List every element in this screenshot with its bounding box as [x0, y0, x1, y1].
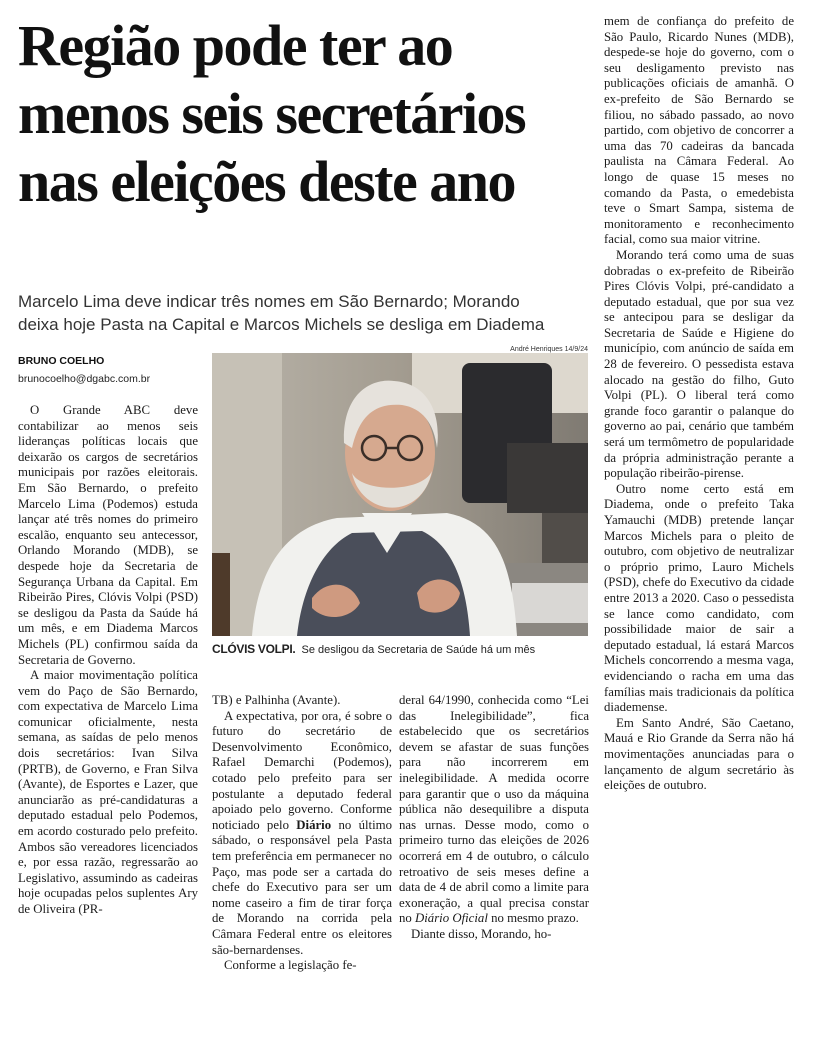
headline-line-2: menos seis secretários [18, 81, 526, 146]
caption-text: Se desligou da Secretaria de Saúde há um mês [301, 644, 536, 656]
paragraph-text: A expectativa, por ora, é sobre o futuro do secretário de Desenvolvimento Econômico, Rafael Demarchi (Podemos), cotado pelo prefeito para ser postulante a deputado federal apoiado pelo governo. Conforme noticiado pelo [212, 708, 392, 832]
paragraph: Conforme a legislação fe- [224, 958, 357, 973]
paragraph: Morando terá como uma de suas dobradas o ex-prefeito de Ribeirão Pires Clóvis Volpi, pré-candidato a deputado estadual, que por sua vez se antecipou para se desligar da Secretaria de Saúde e Higiene do município, com anúncio de saída em 28 de fevereiro. O pessedista estava alocado na gestão do filho, Guto Volpi (PL). O liberal terá como grande foco garantir o palanque do governo ao pai, cenário que também será um termômetro de popularidade da própria administração perante a população ribeirão-pirense. [604, 247, 794, 481]
paragraph: A maior movimentação política vem do Paço de São Bernardo, com expectativa de Marcelo Lima comunicar oficialmente, nesta semana, as saídas de pelo menos dois secretários: Ivan Silva (PRTB), de Governo, e Fran Silva (Avante), de Esportes e Lazer, que anunciarão as pré-candidaturas a deputado estadual pelo Podemos, em acordo costurado pelo prefeito. Ambos são vereadores licenciados e, por essa razão, regressarão ao Legislativo, assumindo as cadeiras hoje ocupadas pelos suplentes Ary de Oliveira (PR- [18, 668, 198, 916]
paragraph-text: deral 64/1990, conhecida como “Lei das Inelegibilidade”, fica estabelecido que os secretários devem se afastar de suas funções para não incorrerem em inelegibilidade. A medida ocorre para garantir que o uso da máquina pública não desequilibre a disputa nas urnas. Desse modo, como o primeiro turno das eleições de 2026 ocorrerá em 4 de outubro, o cálculo retroativo de seis meses define a data de 4 de abril como a limite para exoneração, a qual precisa constar no [399, 693, 589, 926]
caption-name: CLÓVIS VOLPI. [212, 642, 296, 656]
paragraph: Outro nome certo está em Diadema, onde o prefeito Taka Yamauchi (MDB) pretende lançar Marcos Michels para o pleito de outubro, com objetivo de neutralizar o próprio primo, Lauro Michels (PSD), chefe do Executivo da cidade entre 2013 a 2020. Caso o pessedista se lance como candidato, com possibilidade maior de sair a deputado estadual, lá estará Marcos Michels concorrendo a mesma vaga, evidenciando o racha em uma das famílias mais tradicionais da política diademense. [604, 481, 794, 715]
paragraph: Em Santo André, São Caetano, Mauá e Rio Grande da Serra não há movimentações anunciadas para o lançamento de algum secretário às eleições de outubro. [604, 715, 794, 793]
paragraph: O Grande ABC deve contabilizar ao menos seis lideranças políticas locais que deixarão os cargos de secretários municipais por razões eleitorais. Em São Bernardo, o prefeito Marcelo Lima (Podemos) estuda lançar até três nomes do primeiro escalão, enquanto seu antecessor, Orlando Morando (MDB), se despede hoje da Secretaria de Segurança Urbana da Capital. Em Ribeirão Pires, Clóvis Volpi (PSD) se desligou da Pasta da Saúde há um mês, e em Diadema Marcos Michels (PL) confirmou saída da Secretaria de Governo. [18, 403, 198, 667]
paragraph-text: no mesmo prazo. [491, 911, 579, 926]
article-column-1 [18, 403, 198, 918]
headline-line-3: nas eleições deste ano [18, 149, 515, 214]
article-photo [212, 353, 588, 636]
paragraph [212, 709, 392, 959]
paragraph-text: no último sábado, o responsável pela Pasta tem preferência em permanecer no Paço, mas pode ser a cartada do chefe do Executivo para ser um nome caseiro a fim de tirar força de Morando na corrida pela Câmara Federal entre os eleitores são-bernardenses. [212, 817, 392, 957]
newspaper-name: Diário [296, 817, 332, 832]
paragraph [399, 693, 589, 927]
author-email: brunocoelho@dgabc.com.br [18, 373, 151, 385]
article-column-3 [399, 693, 589, 943]
photo-credit: André Henriques 14/9/24 [510, 346, 588, 353]
headline-line-1: Região pode ter ao [18, 13, 453, 78]
article-column-2 [212, 693, 392, 974]
official-gazette-name: Diário Oficial [415, 911, 488, 926]
subheadline [18, 290, 598, 336]
photo-caption [212, 642, 592, 656]
article-column-4 [604, 14, 794, 794]
subheadline-line-2: deixa hoje Pasta na Capital e Marcos Michels se desliga em Diadema [18, 315, 545, 334]
paragraph: Diante disso, Morando, ho- [411, 926, 552, 941]
paragraph: mem de confiança do prefeito de São Paulo, Ricardo Nunes (MDB), despede-se hoje do governo, com o seu desligamento previsto nas publicações oficiais de amanhã. O ex-prefeito de São Bernardo se filiou, no sábado passado, ao novo partido, com objetivo de concorrer a uma das 70 cadeiras da bancada paulista na Câmara Federal. Ao longo de quase 15 meses no comando da Pasta, o emedebista teve o Smart Sampa, sistema de monitoramento e reconhecimento facial, como sua maior vitrine. [604, 14, 794, 247]
photo-illustration [212, 353, 588, 636]
headline [18, 12, 598, 216]
subheadline-line-1: Marcelo Lima deve indicar três nomes em São Bernardo; Morando [18, 292, 520, 311]
author-byline: BRUNO COELHO [18, 355, 105, 367]
paragraph: TB) e Palhinha (Avante). [212, 693, 341, 707]
